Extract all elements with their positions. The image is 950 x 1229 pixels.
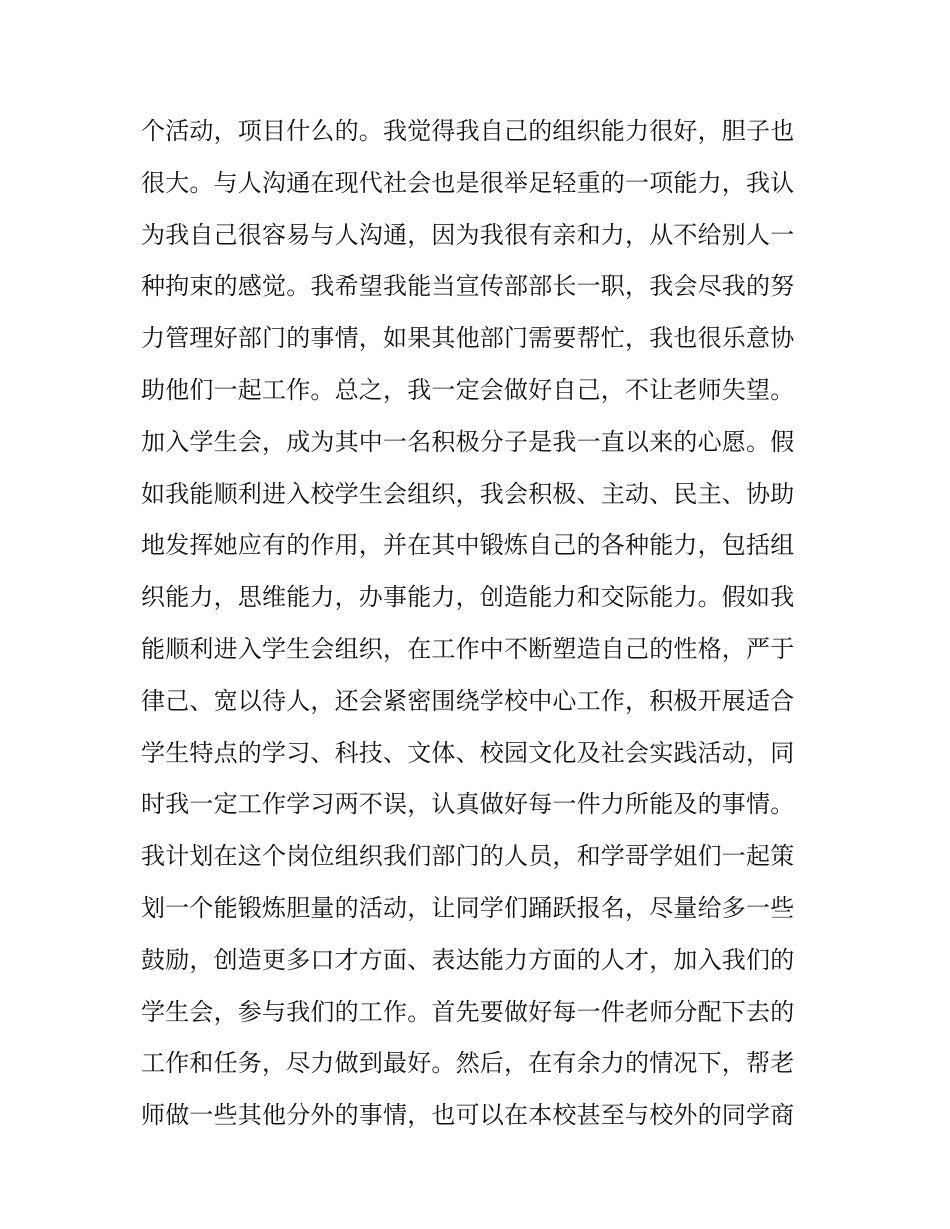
- text-line: 很大。与人沟通在现代社会也是很举足轻重的一项能力，我认: [141, 168, 795, 197]
- text-line: 律己、宽以待人，还会紧密围绕学校中心工作，积极开展适合: [141, 686, 795, 715]
- text-line: 时我一定工作学习两不误，认真做好每一件力所能及的事情。: [141, 790, 795, 819]
- text-line: 助他们一起工作。总之，我一定会做好自己，不让老师失望。: [141, 375, 795, 404]
- text-line: 种拘束的感觉。我希望我能当宣传部部长一职，我会尽我的努: [141, 272, 795, 301]
- text-line: 加入学生会，成为其中一名积极分子是我一直以来的心愿。假: [141, 427, 795, 456]
- text-line: 学生会，参与我们的工作。首先要做好每一件老师分配下去的: [141, 997, 795, 1026]
- text-line: 我计划在这个岗位组织我们部门的人员，和学哥学姐们一起策: [141, 842, 795, 871]
- text-line: 力管理好部门的事情，如果其他部门需要帮忙，我也很乐意协: [141, 324, 795, 353]
- text-line: 织能力，思维能力，办事能力，创造能力和交际能力。假如我: [141, 583, 795, 612]
- text-line: 鼓励，创造更多口才方面、表达能力方面的人才，加入我们的: [141, 945, 795, 974]
- text-line: 能顺利进入学生会组织，在工作中不断塑造自己的性格，严于: [141, 634, 795, 663]
- text-line: 地发挥她应有的作用，并在其中锻炼自己的各种能力，包括组: [141, 531, 795, 560]
- text-line: 为我自己很容易与人沟通，因为我很有亲和力，从不给别人一: [141, 220, 795, 249]
- text-line: 如我能顺利进入校学生会组织，我会积极、主动、民主、协助: [141, 479, 795, 508]
- text-line: 学生特点的学习、科技、文体、校园文化及社会实践活动，同: [141, 738, 795, 767]
- text-line: 工作和任务，尽力做到最好。然后，在有余力的情况下，帮老: [141, 1049, 795, 1078]
- body-text: [141, 106, 821, 1142]
- text-line: 个活动，项目什么的。我觉得我自己的组织能力很好，胆子也: [141, 117, 795, 145]
- text-line: 划一个能锻炼胆量的活动，让同学们踊跃报名，尽量给多一些: [141, 893, 795, 922]
- text-line: 师做一些其他分外的事情，也可以在本校甚至与校外的同学商: [141, 1101, 795, 1130]
